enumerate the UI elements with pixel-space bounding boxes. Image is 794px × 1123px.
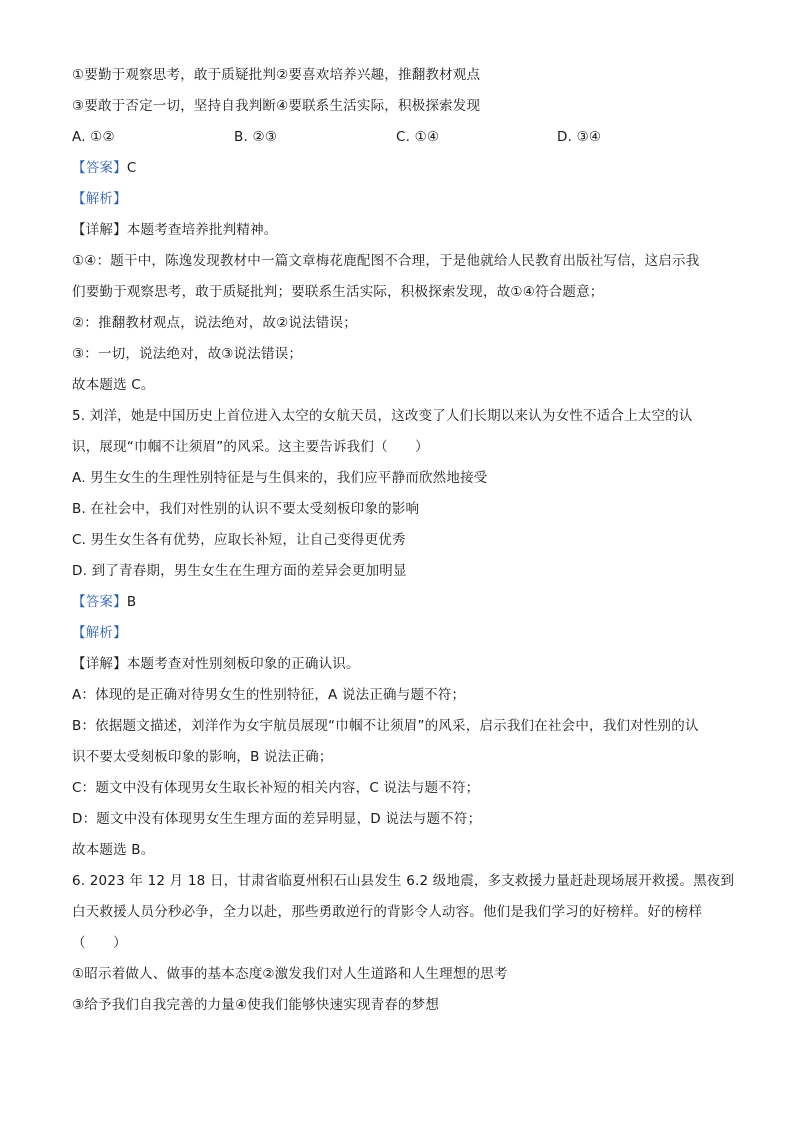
q6-stem-line-2: 白天救援人员分秒必争，全力以赴，那些勇敢逆行的背影令人动容。他们是我们学习的好榜样。好的榜样 bbox=[72, 904, 703, 920]
answer-tag: 【答案】 bbox=[72, 594, 127, 610]
q6-statement-line-2: ③给予我们自我完善的力量④使我们能够快速实现青春的梦想 bbox=[72, 997, 440, 1013]
q4-explain-line: ①④：题干中，陈逸发现教材中一篇文章梅花鹿配图不合理，于是他就给人民教育出版社写信，这启示我 bbox=[72, 253, 700, 269]
analysis-tag: 【解析】 bbox=[72, 625, 127, 641]
q4-explain-line: ③：一切，说法绝对，故③说法错误； bbox=[72, 346, 303, 362]
q4-option-b: B. ②③ bbox=[234, 129, 278, 145]
q4-explain-line: 们要勤于观察思考，敢于质疑批判；要联系生活实际，积极探索发现，故①④符合题意； bbox=[72, 284, 604, 300]
q5-explain-line: C：题文中没有体现男女生取长补短的相关内容，C 说法与题不符； bbox=[72, 780, 480, 796]
q6-statement-line-1: ①昭示着做人、做事的基本态度②激发我们对人生道路和人生理想的思考 bbox=[72, 966, 508, 982]
q5-explain-line: 识不要太受刻板印象的影响，B 说法正确； bbox=[72, 749, 333, 765]
detail-tag: 【详解】 bbox=[72, 656, 127, 672]
q5-analysis bbox=[72, 618, 722, 649]
q6-stem-line-3: （ ） bbox=[72, 935, 127, 951]
detail-intro: 本题考查对性别刻板印象的正确认识。 bbox=[126, 656, 360, 672]
q5-explain-line: D：题文中没有体现男女生生理方面的差异明显，D 说法与题不符； bbox=[72, 811, 482, 827]
document-page bbox=[72, 60, 735, 1021]
q4-option-a: A. ①② bbox=[72, 129, 115, 145]
q4-analysis bbox=[72, 184, 722, 215]
q4-statement-line-1: ①要勤于观察思考，敢于质疑批判②要喜欢培养兴趣，推翻教材观点 bbox=[72, 67, 481, 83]
detail-tag: 【详解】 bbox=[72, 222, 127, 238]
q5-detail bbox=[72, 649, 722, 680]
q4-option-c: C. ①④ bbox=[396, 129, 440, 145]
q5-option-d: D. 到了青春期，男生女生在生理方面的差异会更加明显 bbox=[72, 563, 407, 579]
q4-statement-line-2: ③要敢于否定一切，坚持自我判断④要联系生活实际，积极探索发现 bbox=[72, 98, 481, 114]
answer-value: B bbox=[126, 594, 137, 610]
q6-stem-line-1: 6. 2023 年 12 月 18 日，甘肃省临夏州积石山县发生 6.2 级地震，多支救援力量赶赴现场展开救援。黑夜到 bbox=[72, 873, 735, 889]
q4-answer bbox=[72, 153, 722, 184]
detail-intro: 本题考查培养批判精神。 bbox=[126, 222, 278, 238]
q5-conclusion: 故本题选 B。 bbox=[72, 842, 155, 858]
q5-option-a: A. 男生女生的生理性别特征是与生俱来的，我们应平静而欣然地接受 bbox=[72, 470, 488, 486]
answer-value: C bbox=[126, 160, 137, 176]
q5-answer bbox=[72, 587, 722, 618]
analysis-tag: 【解析】 bbox=[72, 191, 127, 207]
q5-option-b: B. 在社会中，我们对性别的认识不要太受刻板印象的影响 bbox=[72, 501, 420, 517]
q4-conclusion: 故本题选 C。 bbox=[72, 377, 155, 393]
q4-explain-line: ②：推翻教材观点，说法绝对，故②说法错误； bbox=[72, 315, 357, 331]
q4-detail bbox=[72, 215, 722, 246]
q5-explain-line: A：体现的是正确对待男女生的性别特征，A 说法正确与题不符； bbox=[72, 687, 466, 703]
q5-stem-line-1: 5. 刘洋，她是中国历史上首位进入太空的女航天员，这改变了人们长期以来认为女性不适合上太空的认 bbox=[72, 408, 693, 424]
q4-option-d: D. ③④ bbox=[557, 129, 602, 145]
q5-explain-line: B：依据题文描述，刘洋作为女宇航员展现“巾帼不让须眉”的风采，启示我们在社会中，我们对性别的认 bbox=[72, 718, 699, 734]
q5-stem-line-2: 识，展现“巾帼不让须眉”的风采。这主要告诉我们（ ） bbox=[72, 439, 429, 455]
q4-options bbox=[72, 122, 722, 153]
q5-option-c: C. 男生女生各有优势，应取长补短，让自己变得更优秀 bbox=[72, 532, 406, 548]
answer-tag: 【答案】 bbox=[72, 160, 127, 176]
